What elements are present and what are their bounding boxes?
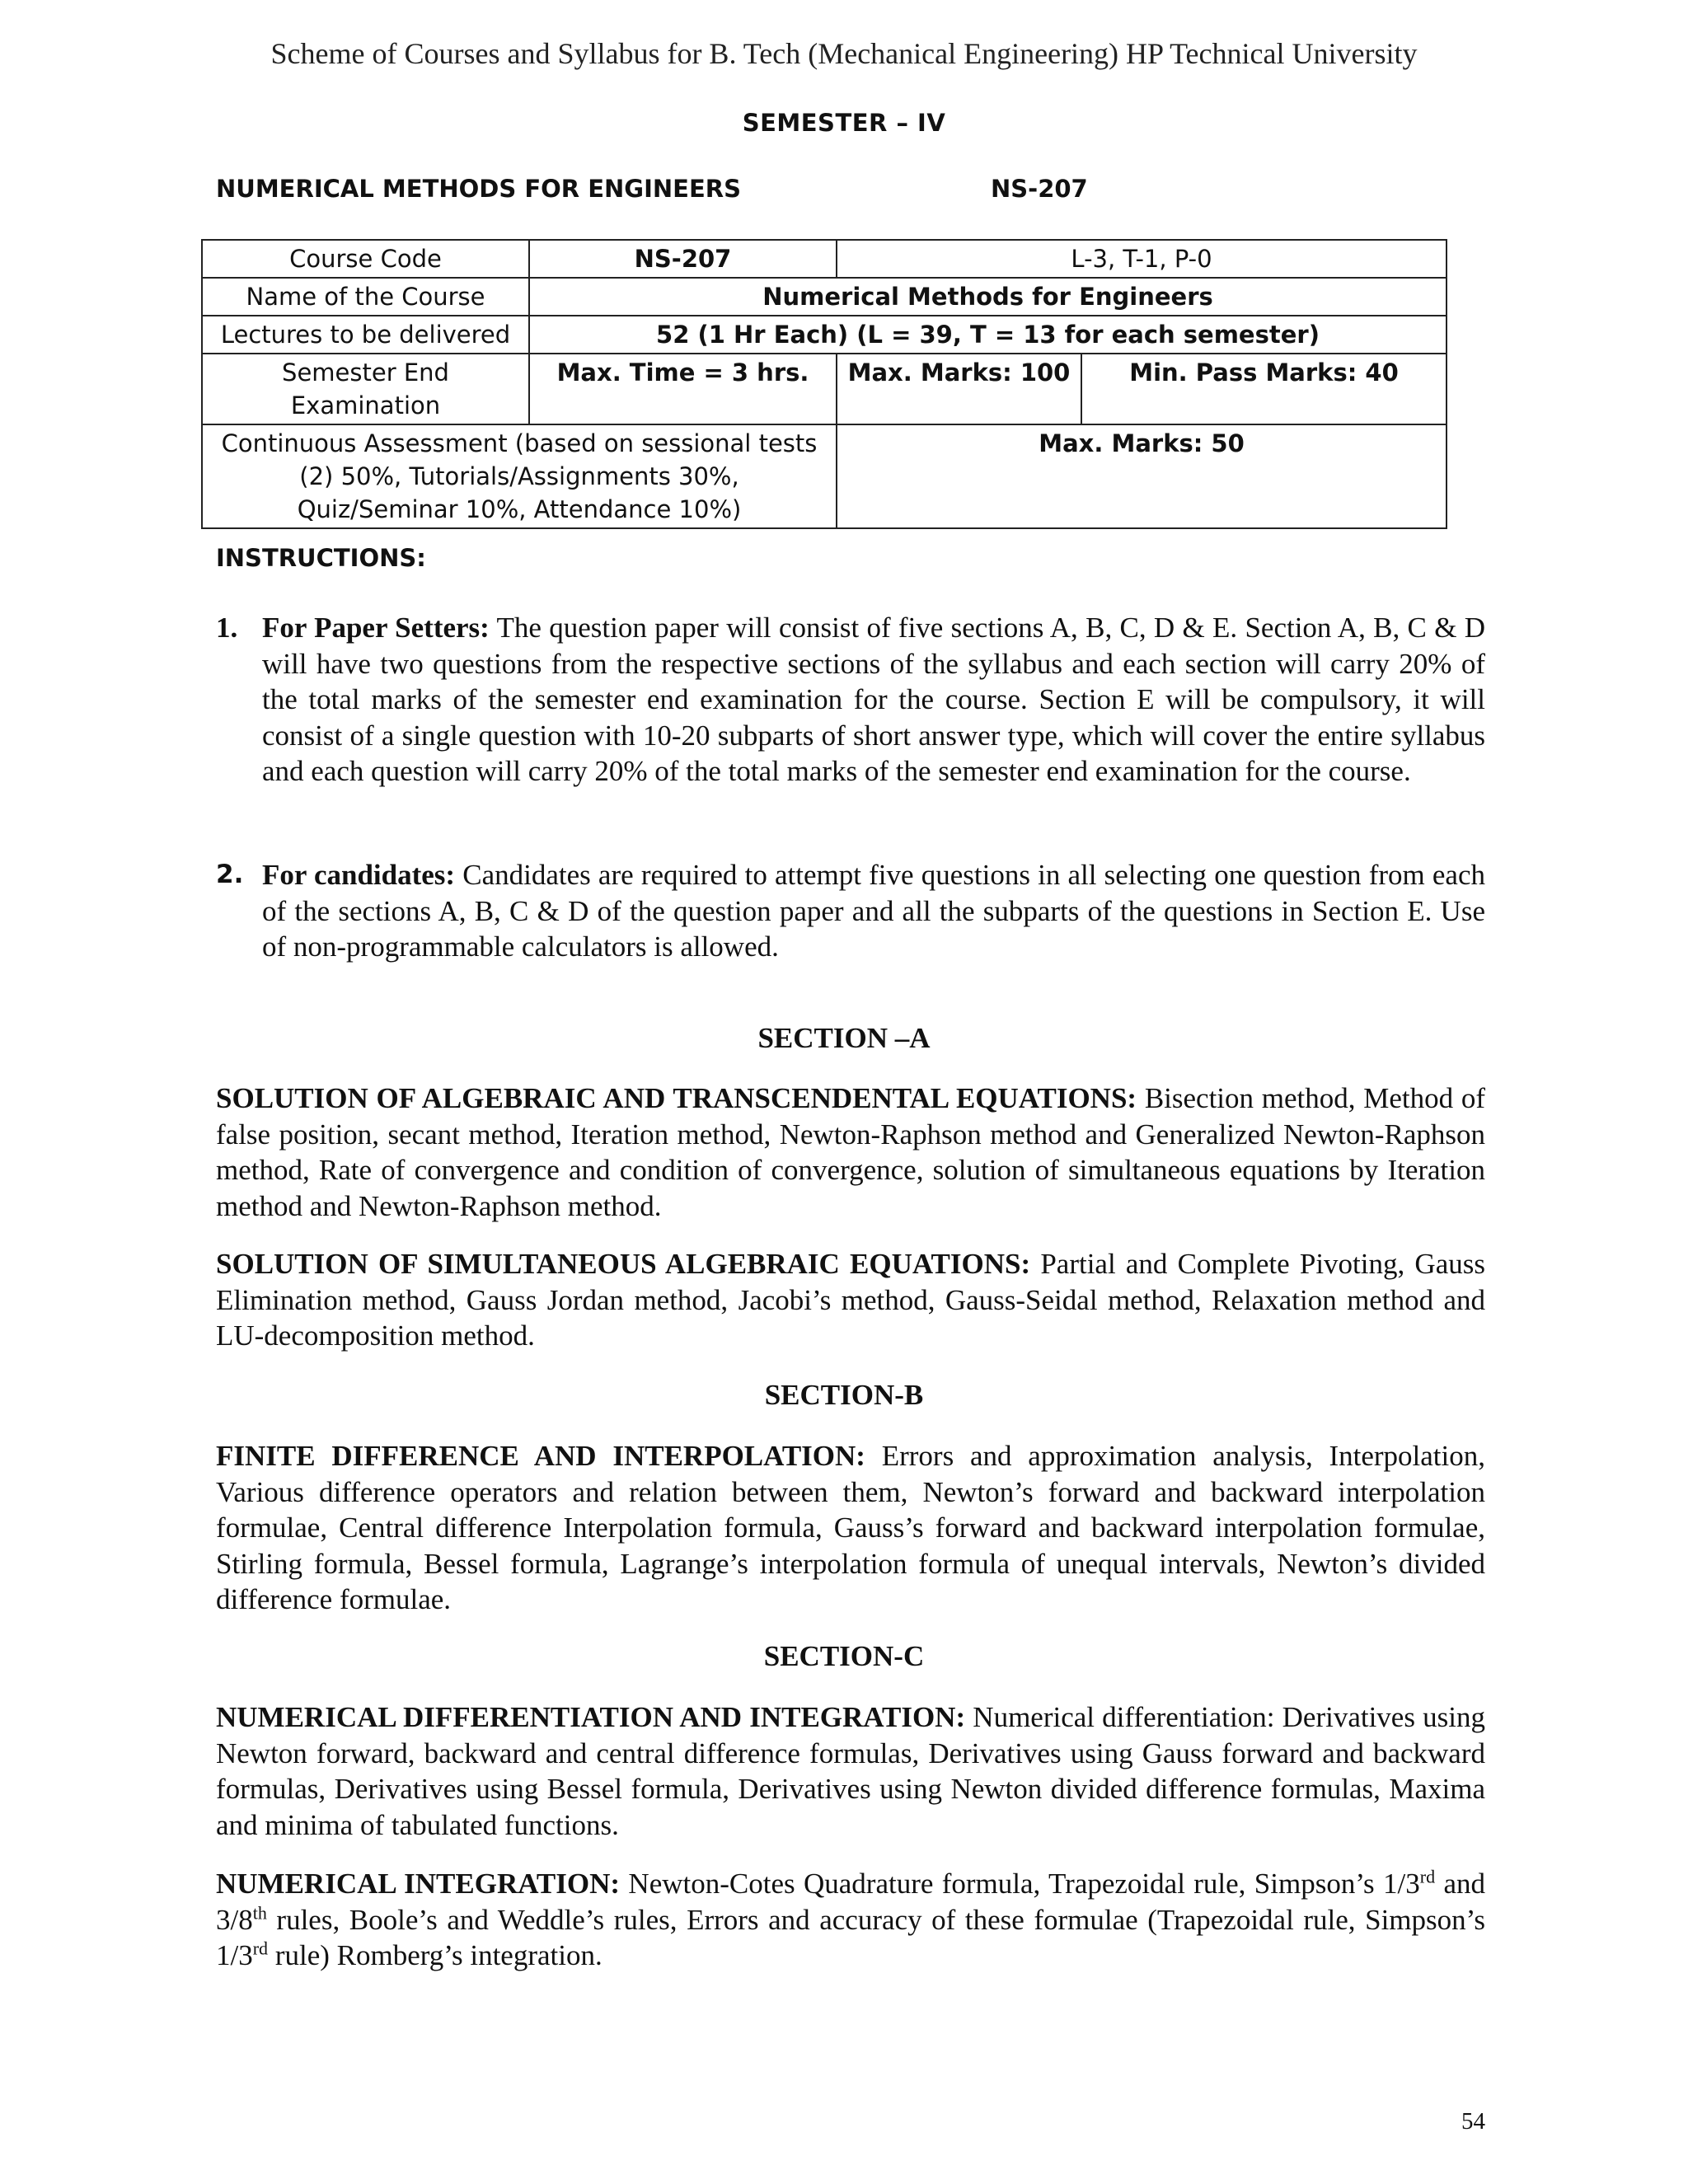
table-row (202, 316, 1447, 354)
topic-text: rules, Boole’s and Weddle’s rules, Errors and accuracy of these formulae (Trapezoidal rule, Simpson’s 1/3 (216, 1903, 1485, 1971)
table-cell-max-marks: Max. Marks: 100 (837, 354, 1081, 424)
table-cell-min-marks: Min. Pass Marks: 40 (1081, 354, 1447, 424)
topic-heading: NUMERICAL DIFFERENTIATION AND INTEGRATION: (216, 1701, 966, 1733)
page-header: Scheme of Courses and Syllabus for B. Tech (Mechanical Engineering) HP Technical University (270, 37, 1418, 70)
section-c-paragraph-2 (216, 1866, 1485, 1974)
table-cell-label: Course Code (202, 240, 529, 278)
topic-text: Bisection method, Method of false position, secant method, Iteration method, Newton-Raphson method and Generalized Newton-Raphson method, Rate of convergence and condition of convergence, solution of simultaneous equations by Iteration method and Newton-Raphson method. (216, 1082, 1486, 1222)
topic-text: and 3/8 (216, 1868, 1485, 1936)
course-title: NUMERICAL METHODS FOR ENGINEERS (216, 175, 742, 203)
instruction-heading: For candidates: (262, 859, 456, 891)
instruction-text: Candidates are required to attempt five questions in all selecting one question from each of the sections A, B, C & D of the question paper and all the subparts of the questions in Section E. Use of non-programmable calculators is allowed. (262, 859, 1485, 963)
section-c-paragraph-1 (216, 1699, 1485, 1843)
table-row (202, 424, 1447, 528)
superscript: rd (1419, 1866, 1436, 1887)
page-number: 54 (1461, 2108, 1485, 2135)
table-cell-value: Numerical Methods for Engineers (529, 278, 1447, 316)
instruction-heading: For Paper Setters: (262, 612, 490, 644)
topic-text: Newton-Cotes Quadrature formula, Trapezoidal rule, Simpson’s 1/3 (628, 1868, 1420, 1900)
section-c-title: SECTION-C (763, 1640, 925, 1672)
topic-text: Numerical differentiation: Derivatives using Newton forward, backward and central difference formulas, Derivatives using Gauss forward and backward formulas, Derivatives using Bessel formula, Derivatives using Newton divided difference formulas, Maxima and minima of tabulated functions. (216, 1701, 1485, 1841)
semester-title: SEMESTER – IV (742, 109, 946, 137)
topic-heading: SOLUTION OF SIMULTANEOUS ALGEBRAIC EQUATIONS: (216, 1248, 1031, 1280)
table-cell-label: Name of the Course (202, 278, 529, 316)
table-cell-value: Max. Marks: 50 (837, 424, 1447, 528)
instruction-number: 2. (216, 860, 244, 889)
instruction-text: The question paper will consist of five sections A, B, C, D & E. Section A, B, C & D will have two questions from the respective sections of the syllabus and each section will carry 20% of the total marks of the semester end examination for the course. Section E will be compulsory, it will consist of a single question with 10-20 subparts of short answer type, which will cover the entire syllabus and each question will carry 20% of the total marks of the semester end examination for the course. (262, 612, 1485, 787)
table-cell-label: Lectures to be delivered (202, 316, 529, 354)
table-cell-max-time: Max. Time = 3 hrs. (529, 354, 837, 424)
course-info-table (201, 239, 1447, 529)
table-cell-label: Continuous Assessment (based on sessional tests (2) 50%, Tutorials/Assignments 30%, Quiz/Seminar 10%, Attendance 10%) (202, 424, 837, 528)
table-row (202, 240, 1447, 278)
topic-text: Errors and approximation analysis, Interpolation, Various difference operators and relation between them, Newton’s forward and backward interpolation formulae, Central difference Interpolation formula, Gauss’s forward and backward interpolation formulae, Stirling formula, Bessel formula, Lagrange’s interpolation formula of unequal intervals, Newton’s divided difference formulae. (216, 1440, 1486, 1615)
table-row (202, 354, 1447, 424)
topic-heading: FINITE DIFFERENCE AND INTERPOLATION: (216, 1440, 865, 1472)
table-cell-value: 52 (1 Hr Each) (L = 39, T = 13 for each semester) (529, 316, 1447, 354)
instructions-title: INSTRUCTIONS: (216, 544, 426, 572)
instruction-item-paper-setters (216, 610, 1485, 790)
superscript: rd (252, 1938, 269, 1959)
section-b-title: SECTION-B (764, 1379, 924, 1411)
section-a-title: SECTION –A (757, 1022, 931, 1054)
table-cell-label: Semester End Examination (202, 354, 529, 424)
section-a-paragraph-1 (216, 1080, 1485, 1224)
instruction-item-candidates (216, 857, 1485, 965)
section-b-paragraph-1 (216, 1438, 1485, 1618)
topic-heading: NUMERICAL INTEGRATION: (216, 1868, 621, 1900)
course-title-line (216, 175, 1485, 203)
instruction-number: 1. (216, 612, 238, 644)
course-code: NS-207 (991, 175, 1088, 203)
topic-text: rule) Romberg’s integration. (268, 1939, 603, 1971)
table-cell-value: NS-207 (529, 240, 837, 278)
topic-heading: SOLUTION OF ALGEBRAIC AND TRANSCENDENTAL EQUATIONS: (216, 1082, 1137, 1114)
topic-text: Partial and Complete Pivoting, Gauss Elimination method, Gauss Jordan method, Jacobi’s method, Gauss-Seidal method, Relaxation method and LU-decomposition method. (216, 1248, 1485, 1352)
section-a-paragraph-2 (216, 1246, 1485, 1354)
superscript: th (252, 1901, 267, 1923)
table-cell-ltp: L-3, T-1, P-0 (837, 240, 1447, 278)
table-row (202, 278, 1447, 316)
